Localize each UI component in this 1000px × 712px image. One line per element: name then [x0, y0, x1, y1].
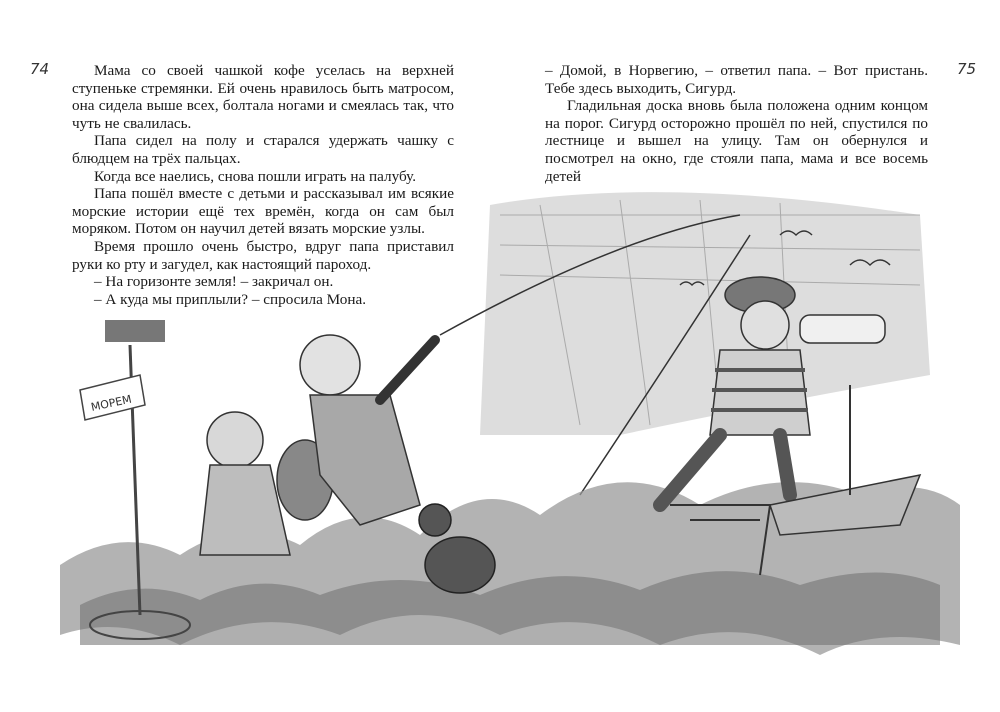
ship-play-illustration [60, 175, 960, 695]
paragraph: Папа сидел на полу и старался удержать чашку с блюдцем на трёх пальцах. [72, 132, 454, 167]
left-page-number: 74 [30, 60, 50, 78]
duck-toy [425, 537, 495, 593]
paragraph: – А куда мы приплыли? – спросила Мона. [94, 290, 367, 308]
boy-arm [380, 340, 435, 400]
striped-shirt [710, 350, 810, 435]
broom-head [105, 320, 165, 342]
paragraph: Время прошло очень быстро, вдруг папа приставил руки ко рту и загудел, как настоящий пароход. [72, 237, 454, 273]
child-head [207, 412, 263, 468]
right-page-text [545, 62, 928, 185]
paragraph: Мама со своей чашкой кофе уселась на верхней ступеньке стремянки. Ей очень нравилось быть матросом, она сидела выше всех, болтала ногами и смеялась так, что чуть не свалилась. [72, 62, 454, 132]
sign-text: МОРЕМ [89, 392, 133, 414]
paragraph: Папа пошёл вместе с детьми и рассказывал им всякие морские истории ещё тех времён, когда он сам был моряком. Потом он научил детей вязать морские узлы. [72, 185, 454, 238]
boy-head [300, 335, 360, 395]
duck-head [419, 504, 451, 536]
sail-wash [480, 192, 930, 435]
paragraph: – Домой, в Норвегию, – ответил папа. – Вот пристань. Тебе здесь выходить, Сигурд. [545, 62, 928, 97]
paragraph: Когда все наелись, снова пошли играть на палубу. [94, 167, 417, 185]
telescope [800, 315, 885, 343]
sailor-head [741, 301, 789, 349]
paragraph: Гладильная доска вновь была положена одним концом на порог. Сигурд осторожно прошёл по ней, спустился по лестнице и вышел на улицу. Там он обернулся и посмотрел на окно, где стояли папа, мама и все восемь детей [545, 97, 928, 185]
paragraph: – На горизонте земля! – закричал он. [94, 273, 334, 291]
right-page-number: 75 [957, 60, 977, 78]
